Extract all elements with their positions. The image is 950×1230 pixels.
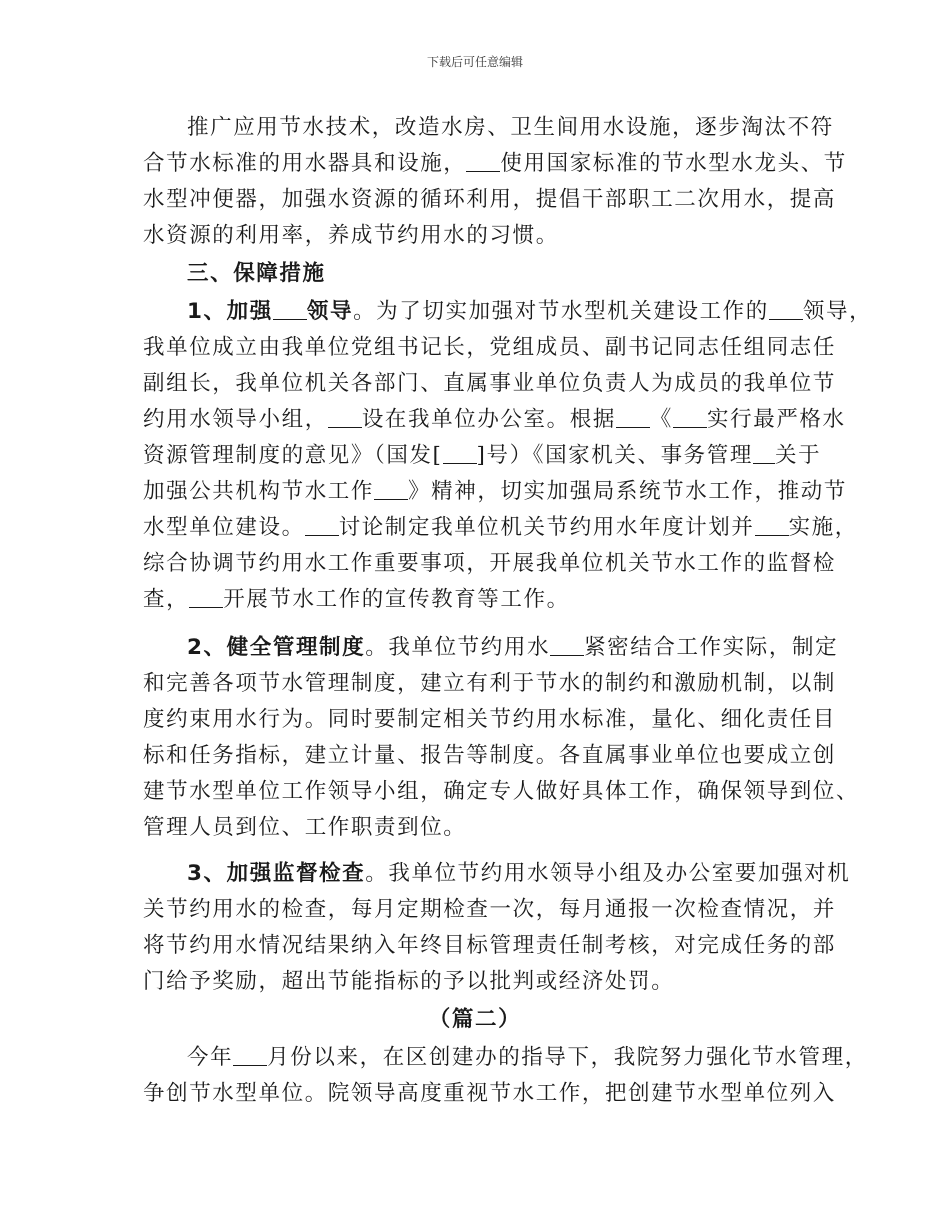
item-title: 3、加强监督检查 [187,861,366,886]
paragraph-line: 将节约用水情况结果纳入年终目标管理责任制考核，对完成任务的部 [143,933,837,958]
blank-underline [273,297,307,320]
paragraph-line: 标和任务指标，建立计量、报告等制度。各直属事业单位也要成立创 [143,743,837,768]
paragraph-line: 水资源的利用率，养成节约用水的习惯。 [143,223,559,248]
paragraph-line: 副组长，我单位机关各部门、直属事业单位负责人为成员的我单位节 [143,371,837,396]
paragraph-line: 水型冲便器，加强水资源的循环利用，提倡干部职工二次用水，提高 [143,187,837,212]
blank-underline [753,441,775,464]
blank-underline [328,405,362,428]
paragraph-line: 今年 月份以来，在区创建办的指导下，我院努力强化节水管理， [187,1045,868,1070]
paragraph-line: 建节水型单位工作领导小组，确定专人做好具体工作，确保领导到位、 [143,779,860,804]
paragraph-line: 加强公共机构节水工作 》精神，切实加强局系统节水工作，推动节 [143,479,847,504]
paragraph-line: 推广应用节水技术，改造水房、卫生间用水设施，逐步淘汰不符 [187,115,834,140]
item-title: 1、加强 领导 [187,299,354,324]
paragraph-line: 资源管理制度的意见》（国发[ ]号）《国家机关、事务管理 关于 [143,443,822,468]
blank-underline [374,477,408,500]
paragraph-line: 水型单位建设。 讨论制定我单位机关节约用水年度计划并 实施， [143,515,858,540]
item-title: 2、健全管理制度 [187,635,366,660]
blank-underline [769,297,803,320]
blank-underline [755,513,789,536]
blank-underline [466,149,500,172]
paragraph-line: 2、健全管理制度。我单位节约用水 紧密结合工作实际，制定 [187,635,839,660]
section-heading: 三、保障措施 [187,261,326,286]
paragraph-line: 约用水领导小组， 设在我单位办公室。根据 《 实行最严格水 [143,407,846,432]
paragraph-line: 门给予奖励，超出节能指标的予以批判或经济处罚。 [143,969,675,994]
paragraph-line: 和完善各项节水管理制度，建立有利于节水的制约和激励机制，以制 [143,671,837,696]
page-header: 下载后可任意编辑 [426,55,523,69]
blank-underline [673,405,707,428]
blank-underline [616,405,650,428]
paragraph-line: 3、加强监督检查。我单位节约用水领导小组及办公室要加强对机 [187,861,851,886]
paragraph-line: 关节约用水的检查，每月定期检查一次，每月通报一次检查情况，并 [143,897,837,922]
paragraph-line: 争创节水型单位。院领导高度重视节水工作，把创建节水型单位列入 [143,1081,837,1106]
paragraph-line: 1、加强 领导。为了切实加强对节水型机关建设工作的 领导， [187,299,873,324]
blank-underline [305,513,339,536]
paragraph-line: 管理人员到位、工作职责到位。 [143,815,467,840]
paragraph-line: 综合协调节约用水工作重要事项，开展我单位机关节水工作的监督检 [143,551,837,576]
paragraph-line: 合节水标准的用水器具和设施， 使用国家标准的节水型水龙头、节 [143,151,847,176]
blank-underline [189,585,223,608]
paragraph-line: 度约束用水行为。同时要制定相关节约用水标准，量化、细化责任目 [143,707,837,732]
blank-underline [233,1043,267,1066]
paragraph-line: 查， 开展节水工作的宣传教育等工作。 [143,587,570,612]
blank-underline [443,441,477,464]
blank-underline [550,633,584,656]
part-title: （篇二） [428,1007,522,1032]
paragraph-line: 我单位成立由我单位党组书记长，党组成员、副书记同志任组同志任 [143,335,837,360]
